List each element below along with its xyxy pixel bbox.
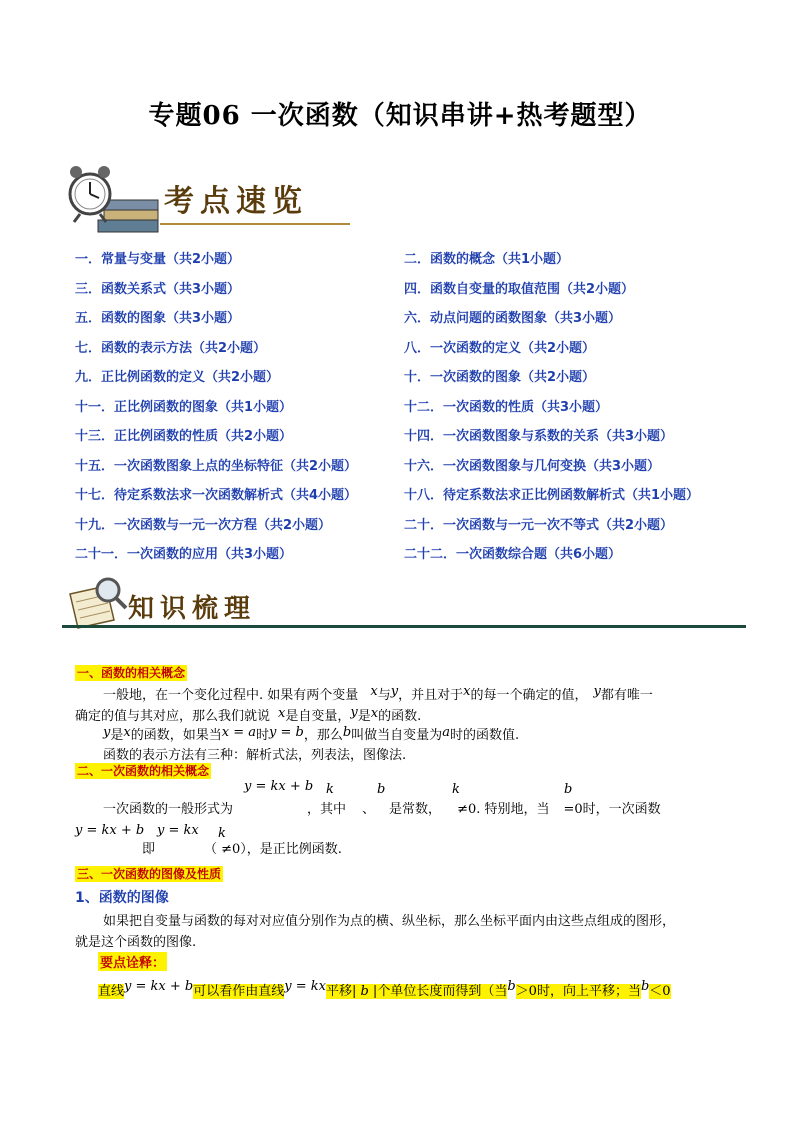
sub-heading: 1、函数的图像 [75, 890, 169, 906]
toc-item[interactable]: 四．函数自变量的取值范围（共2小题） [404, 281, 635, 297]
toc-item[interactable]: 十四．一次函数图象与系数的关系（共3小题） [404, 429, 674, 444]
toc-item[interactable]: 十五．一次函数图象上点的坐标特征（共2小题） [75, 458, 358, 474]
toc-item[interactable]: 十九．一次函数与一元一次方程（共2小题） [75, 517, 332, 533]
toc-item[interactable]: 十二．一次函数的性质（共3小题） [404, 399, 609, 415]
toc-item[interactable]: 三．函数关系式（共3小题） [75, 281, 241, 297]
toc-item[interactable]: 十六．一次函数图象与几何变换（共3小题） [404, 458, 661, 474]
formula-var: b [377, 782, 386, 797]
section-heading: 三、一次函数的图像及性质 [77, 867, 222, 881]
toc-item[interactable]: 十．一次函数的图象（共2小题） [404, 370, 596, 385]
paragraph-line: 一般地，在一个变化过程中. 如果有两个变量 x与y，并且对于x的每一个确定的值， y都有唯一 [103, 684, 653, 703]
toc-row [75, 455, 755, 485]
toc-row [75, 307, 755, 337]
paragraph-line: 一次函数的一般形式为 ，其中 、 是常数， ≠0. 特别地，当 =0时，一次函数 [103, 802, 661, 817]
toc-item[interactable]: 二十．一次函数与一元一次不等式（共2小题） [404, 517, 674, 533]
formula-var: b [564, 782, 573, 797]
toc-item[interactable]: 九．正比例函数的定义（共2小题） [75, 370, 280, 385]
banner-title: 知识梳理 [128, 594, 257, 624]
toc-item[interactable]: 二十一．一次函数的应用（共3小题） [75, 547, 293, 562]
toc-item[interactable]: 八．一次函数的定义（共2小题） [404, 340, 596, 356]
toc-row [75, 278, 755, 308]
toc-item[interactable]: 二．函数的概念（共1小题） [404, 252, 570, 267]
toc-item[interactable]: 十三．正比例函数的性质（共2小题） [75, 429, 293, 444]
section-heading: 一、函数的相关概念 [77, 666, 186, 680]
formula-var: k [326, 782, 334, 797]
toc-row [75, 514, 755, 544]
section-divider [62, 625, 746, 628]
toc-item[interactable]: 二十二．一次函数综合题（共6小题） [404, 547, 622, 562]
toc-item[interactable]: 十八．待定系数法求正比例函数解析式（共1小题） [404, 488, 700, 503]
toc-row [75, 425, 755, 455]
text-fragment: 即 [142, 842, 156, 857]
page-title: 专题06 一次函数（知识串讲+热考题型） [148, 101, 652, 131]
formula: y = kx [157, 823, 199, 838]
toc-item[interactable]: 七．函数的表示方法（共2小题） [75, 340, 267, 356]
paragraph-line: 直线y = kx + b可以看作由直线y = kx平移| b |个单位长度而得到（当b＞0时，向上平移；当b＜0 [98, 979, 671, 999]
paragraph-line: 确定的值与其对应，那么我们就说 x是自变量，y是x的函数. [75, 705, 422, 724]
banner-underline [160, 223, 350, 225]
alarm-clock-books-icon [62, 160, 162, 238]
toc-item[interactable]: 五．函数的图象（共3小题） [75, 311, 241, 326]
note-label: 要点诠释： [98, 952, 167, 971]
formula-var: k [218, 826, 226, 841]
section-heading: 二、一次函数的相关概念 [77, 764, 210, 778]
formula-var: k [452, 782, 460, 797]
toc-item[interactable]: 十一．正比例函数的图象（共1小题） [75, 399, 293, 415]
toc-row [75, 366, 755, 396]
toc-item[interactable]: 六．动点问题的函数图象（共3小题） [404, 311, 622, 326]
toc-row [75, 248, 755, 278]
toc-row [75, 484, 755, 514]
banner-title: 考点速览 [164, 184, 308, 219]
paragraph-line: y是x的函数，如果当x = a时y = b，那么b叫做当自变量为a时的函数值. [103, 725, 520, 743]
toc-row [75, 337, 755, 367]
toc [75, 248, 755, 573]
paragraph-line: 就是这个函数的图像. [75, 935, 197, 950]
formula: y = kx + b [75, 823, 145, 838]
toc-item[interactable]: 十七．待定系数法求一次函数解析式（共4小题） [75, 488, 358, 503]
toc-row [75, 396, 755, 426]
formula: y = kx + b [244, 779, 314, 794]
paragraph-line: （ ≠0），是正比例函数. [204, 842, 342, 857]
paragraph-line: 如果把自变量与函数的每对对应值分别作为点的横、纵坐标，那么坐标平面内由这些点组成的图形， [103, 914, 676, 929]
toc-item[interactable]: 一．常量与变量（共2小题） [75, 252, 241, 267]
banner-knowledge [62, 568, 302, 646]
banner-exam-points [62, 160, 352, 238]
paragraph-line: 函数的表示方法有三种：解析式法，列表法，图像法. [103, 748, 407, 763]
